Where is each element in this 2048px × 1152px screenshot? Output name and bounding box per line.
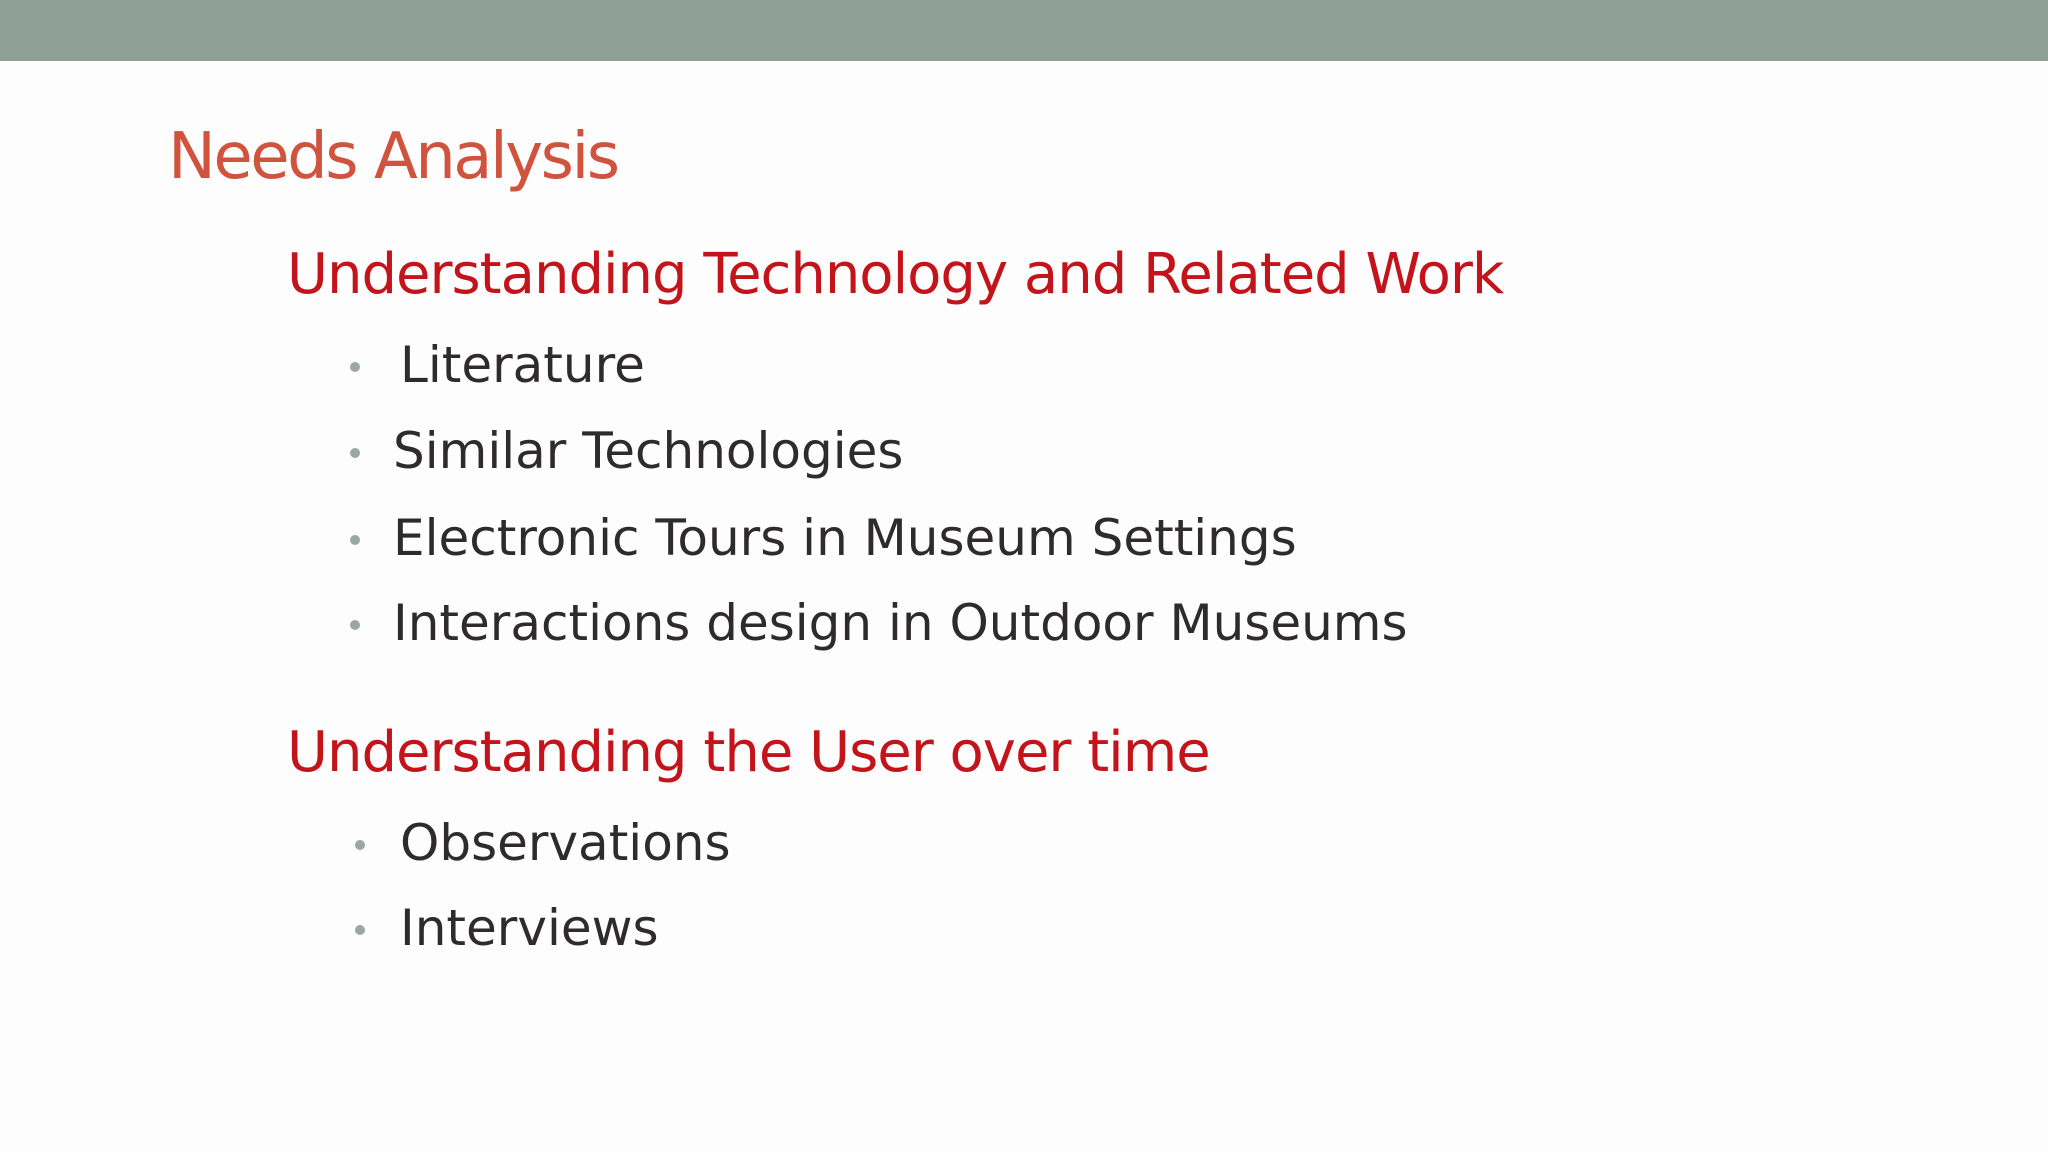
bullet-dot-icon (350, 620, 360, 630)
top-band (0, 0, 2048, 61)
section-heading-user: Understanding the User over time (287, 720, 1210, 785)
bullet-text: Literature (400, 336, 645, 394)
bullet-text: Electronic Tours in Museum Settings (393, 509, 1297, 567)
slide-title: Needs Analysis (168, 120, 618, 194)
bullet-dot-icon (350, 535, 360, 545)
bullet-dot-icon (355, 925, 365, 935)
bullet-text: Interactions design in Outdoor Museums (393, 594, 1408, 652)
bullet-dot-icon (355, 840, 365, 850)
bullet-dot-icon (350, 448, 360, 458)
section-heading-technology: Understanding Technology and Related Work (287, 242, 1504, 307)
bullet-text: Observations (400, 814, 731, 872)
bullet-dot-icon (350, 362, 360, 372)
bullet-text: Similar Technologies (393, 422, 904, 480)
bullet-text: Interviews (400, 899, 659, 957)
